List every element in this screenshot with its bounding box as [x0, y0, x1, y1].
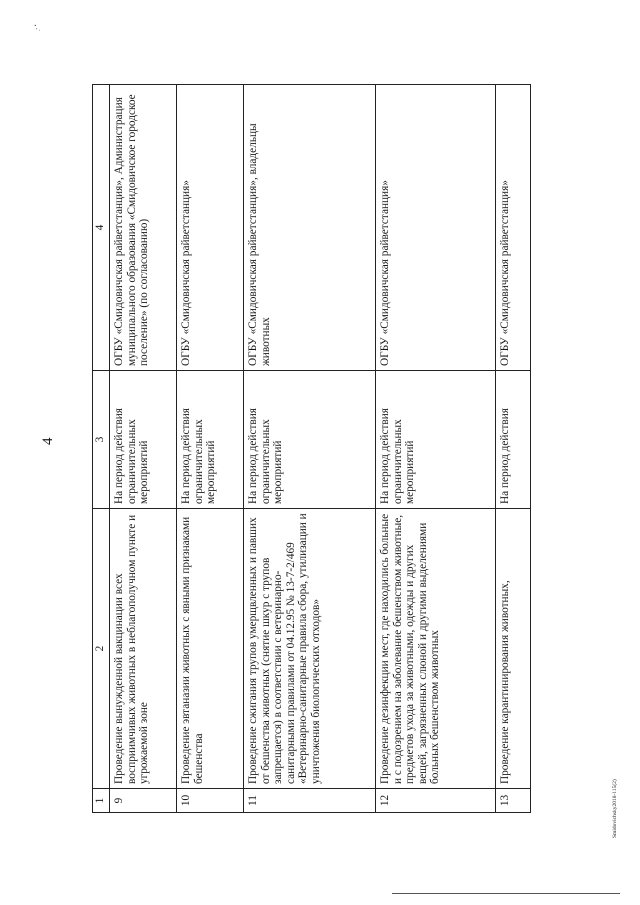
row-period: На период действия	[496, 371, 531, 509]
table-row	[376, 85, 496, 813]
header-cell-num: 1	[93, 789, 110, 813]
row-responsible: ОГБУ «Смидовичская райветстанция»	[496, 85, 531, 371]
header-cell-responsible: 4	[93, 85, 110, 371]
row-period: На период действия ограничительных мероприятий	[177, 371, 244, 509]
table-row	[177, 85, 244, 813]
document-code: Smidovichsky2018-115(2)	[612, 779, 618, 838]
row-period: На период действия ограничительных мероприятий	[110, 371, 177, 509]
footer-rule	[392, 893, 620, 894]
row-number: 10	[177, 789, 244, 813]
header-cell-period: 3	[93, 371, 110, 509]
row-number: 12	[376, 789, 496, 813]
row-number: 13	[496, 789, 531, 813]
row-responsible: ОГБУ «Смидовичская райветстанция»	[376, 85, 496, 371]
measures-table	[92, 84, 531, 813]
row-action: Проведение дезинфекции мест, где находились больные и с подозрением на заболевание бешенством животные, предметов ухода за животными, одежды и других вещей, загрязненных слюной и другими выделениями больных бешенством животных	[376, 509, 496, 789]
row-number: 9	[110, 789, 177, 813]
row-period: На период действия ограничительных мероприятий	[244, 371, 376, 509]
row-action: Проведение сжигания трупов умерщвленных и павших от бешенства животных (снятие шкур с трупов запрещается) в соответствии с ветеринарно-санитарными правилами от 04.12.95 № 13-7-2/469 «Ветеринарно-санитарные правила сбора, утилизации и уничтожения биологических отходов»	[244, 509, 376, 789]
table-row	[110, 85, 177, 813]
row-responsible: ОГБУ «Смидовичская райветстанция», владельцы животных	[244, 85, 376, 371]
row-action: Проведение карантинирования животных,	[496, 509, 531, 789]
table-header-row	[93, 85, 110, 813]
row-number: 11	[244, 789, 376, 813]
table-row	[244, 85, 376, 813]
row-action: Проведение вынужденной вакцинации всех восприимчивых животных в неблагополучном пункте и угрожаемой зоне	[110, 509, 177, 789]
row-period: На период действия ограничительных мероприятий	[376, 371, 496, 509]
rotated-table-container	[92, 85, 602, 813]
row-action: Проведение эвтаназии животных с явными признаками бешенства	[177, 509, 244, 789]
row-responsible: ОГБУ «Смидовичская райветстанция»	[177, 85, 244, 371]
table-row	[496, 85, 531, 813]
scan-mark: .	[34, 18, 37, 29]
page-number: 4	[40, 437, 56, 445]
scan-mark: ' ·	[36, 28, 41, 34]
header-cell-action: 2	[93, 509, 110, 789]
row-responsible: ОГБУ «Смидовичская райветстанция», Администрация муниципального образования «Смидовичское городское поселение» (по согласованию)	[110, 85, 177, 371]
